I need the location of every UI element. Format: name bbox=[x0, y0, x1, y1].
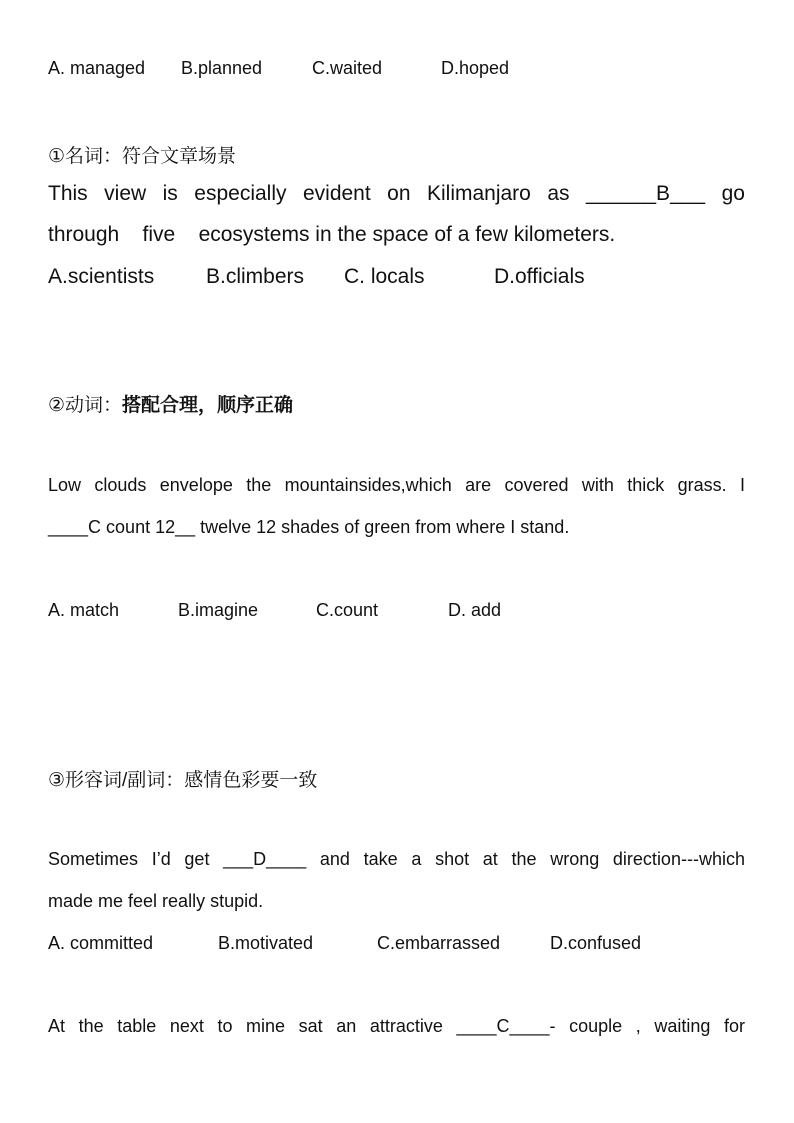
option-b: B.climbers bbox=[206, 265, 305, 288]
option-d: D.confused bbox=[550, 933, 642, 953]
option-a: A. committed bbox=[48, 933, 154, 953]
sentence-line: At the table next to mine sat an attractive ____C____- couple , waiting for bbox=[48, 1016, 745, 1036]
sentence-line: through five ecosystems in the space of a few kilometers. bbox=[48, 223, 616, 246]
option-c: C.waited bbox=[312, 58, 383, 78]
section-heading-verb: ②动词：搭配合理，顺序正确 bbox=[48, 395, 294, 416]
option-c: C.embarrassed bbox=[377, 933, 501, 953]
option-a: A. managed bbox=[48, 58, 146, 78]
option-c: C. locals bbox=[344, 265, 425, 288]
sentence-line: ____C count 12__ twelve 12 shades of green from where I stand. bbox=[48, 517, 570, 537]
option-a: A. match bbox=[48, 600, 120, 620]
option-b: B.planned bbox=[181, 58, 263, 78]
option-b: B.imagine bbox=[178, 600, 259, 620]
section-heading-adjective: ③形容词/副词：感情色彩要一致 bbox=[48, 770, 318, 791]
option-d: D. add bbox=[448, 600, 502, 620]
sentence-line: made me feel really stupid. bbox=[48, 891, 264, 911]
sentence-line: Low clouds envelope the mountainsides,which are covered with thick grass. I bbox=[48, 475, 745, 495]
option-d: D.officials bbox=[494, 265, 585, 288]
sentence-line: This view is especially evident on Kilimanjaro as ______B___ go bbox=[48, 182, 745, 205]
option-a: A.scientists bbox=[48, 265, 155, 288]
section-heading-noun: ①名词：符合文章场景 bbox=[48, 146, 237, 167]
option-b: B.motivated bbox=[218, 933, 314, 953]
option-d: D.hoped bbox=[441, 58, 510, 78]
option-c: C.count bbox=[316, 600, 379, 620]
sentence-line: Sometimes I’d get ___D____ and take a shot at the wrong direction---which bbox=[48, 849, 745, 869]
